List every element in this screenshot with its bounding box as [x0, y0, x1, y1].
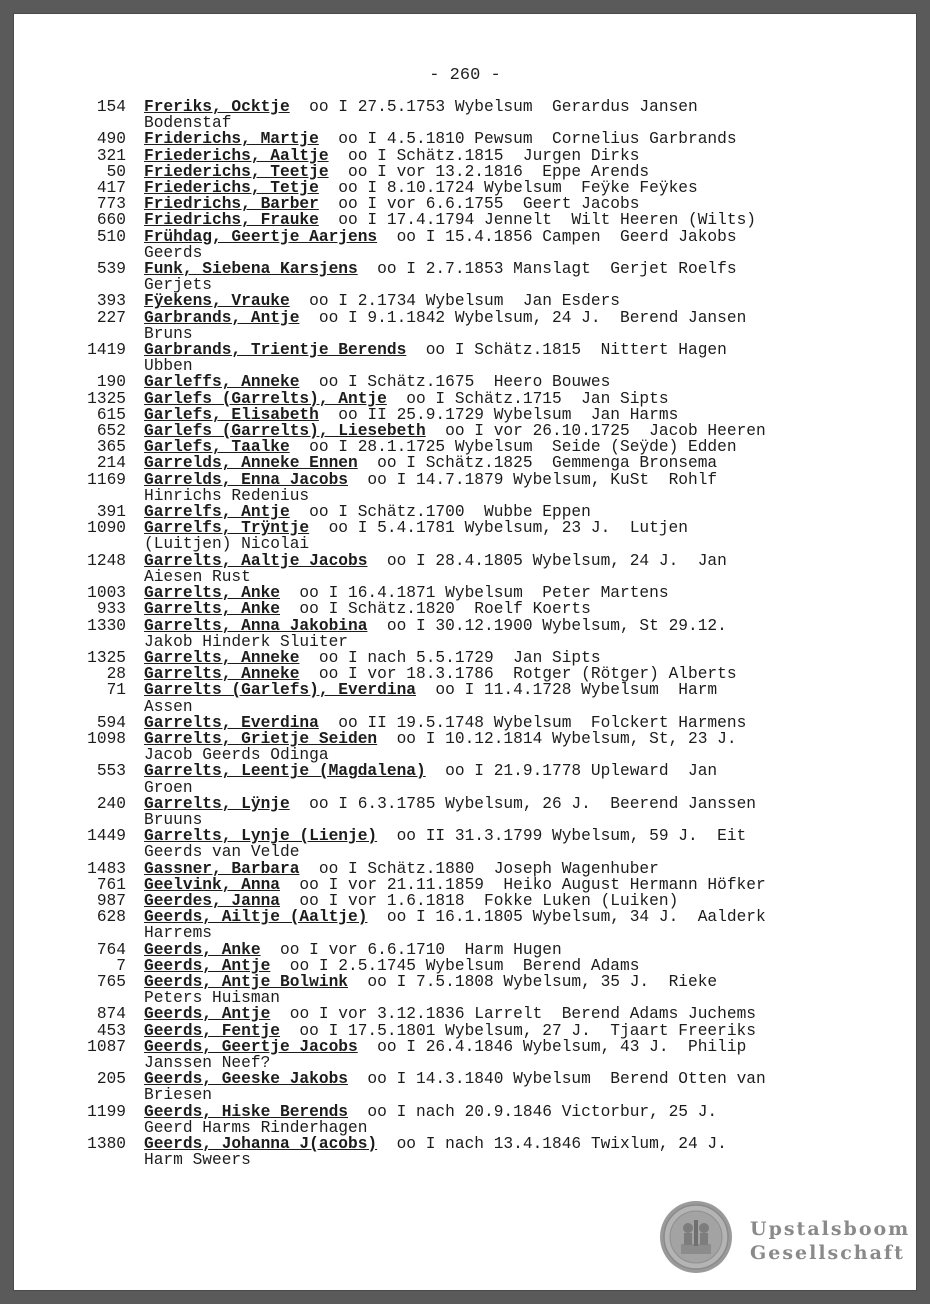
entry-text — [144, 131, 894, 147]
entry-row — [74, 618, 894, 650]
entry-row — [74, 310, 894, 342]
entry-name: Garbrands, Trientje Berends — [144, 341, 407, 360]
entry-text — [144, 553, 894, 585]
logo-text — [750, 1217, 910, 1265]
entry-name: Garrelts, Everdina — [144, 713, 319, 732]
entry-gap — [126, 1006, 144, 1022]
entry-gap — [126, 974, 144, 1006]
entry-name: Geerds, Geertje Jacobs — [144, 1037, 358, 1056]
entry-text — [144, 1136, 894, 1168]
entry-gap — [126, 180, 144, 196]
entry-text — [144, 942, 894, 958]
entry-name: Fÿekens, Vrauke — [144, 292, 290, 311]
entry-row — [74, 666, 894, 682]
entry-text — [144, 391, 894, 407]
entry-name: Friderichs, Martje — [144, 130, 319, 149]
entry-row — [74, 99, 894, 131]
entry-name: Friederichs, Teetje — [144, 162, 329, 181]
entry-name: Geerds, Hiske Berends — [144, 1102, 348, 1121]
entry-name: Garlefs, Taalke — [144, 438, 290, 457]
entry-name: Garlefs (Garrelts), Liesebeth — [144, 422, 426, 441]
entry-number: 214 — [96, 454, 126, 473]
entry-name: Garlefs, Elisabeth — [144, 405, 319, 424]
entry-row — [74, 423, 894, 439]
entry-row — [74, 796, 894, 828]
entry-number: 553 — [96, 762, 126, 781]
entry-number: 1483 — [87, 859, 126, 878]
entry-row — [74, 261, 894, 293]
entry-name: Garrelts, Anke — [144, 584, 280, 603]
entry-number: 615 — [96, 405, 126, 424]
entry-gap — [126, 942, 144, 958]
entry-row — [74, 455, 894, 471]
entry-number: 321 — [96, 146, 126, 165]
entry-row — [74, 715, 894, 731]
entry-gap — [126, 212, 144, 228]
entry-number: 765 — [96, 972, 126, 991]
entry-name: Geerds, Antje — [144, 1005, 271, 1024]
entry-details: oo I 7.5.1808 Wybelsum, 35 J. Rieke Peters Huisman — [144, 972, 718, 1008]
entry-gap — [126, 893, 144, 909]
entry-gap — [126, 131, 144, 147]
entry-details: oo I 26.4.1846 Wybelsum, 43 J. Philip Janssen Neef? — [144, 1037, 747, 1072]
entry-gap — [126, 1023, 144, 1039]
entry-gap — [126, 763, 144, 795]
entry-gap — [126, 1039, 144, 1071]
entry-details: oo I 2.5.1745 Wybelsum Berend Adams — [270, 956, 640, 975]
entry-gap — [126, 796, 144, 828]
entry-text — [144, 731, 894, 763]
entry-number: 660 — [96, 211, 126, 230]
entry-gap — [126, 504, 144, 520]
entry-details: oo I 6.3.1785 Wybelsum, 26 J. Beerend Janssen Bruuns — [144, 794, 756, 829]
entry-number: 240 — [96, 794, 126, 813]
entry-gap — [126, 261, 144, 293]
document-page — [14, 14, 916, 1290]
entry-row — [74, 553, 894, 585]
entry-row — [74, 212, 894, 228]
entry-text — [144, 974, 894, 1006]
entry-text — [144, 1006, 894, 1022]
entry-gap — [126, 520, 144, 552]
entry-text — [144, 455, 894, 471]
entry-name: Geerds, Fentje — [144, 1021, 280, 1040]
entry-details: oo I 9.1.1842 Wybelsum, 24 J. Berend Jansen Bruns — [144, 308, 747, 343]
entry-gap — [126, 310, 144, 342]
entry-row — [74, 472, 894, 504]
entry-details: oo I 28.1.1725 Wybelsum Seide (Seÿde) Edden — [289, 438, 737, 457]
entry-details: oo I vor 3.12.1836 Larrelt Berend Adams Juchems — [270, 1005, 757, 1024]
entry-number: 417 — [96, 179, 126, 198]
entry-details: oo I nach 13.4.1846 Twixlum, 24 J. Harm Sweers — [144, 1135, 727, 1170]
entry-number: 7 — [116, 956, 126, 975]
entry-name: Geerdes, Janna — [144, 891, 280, 910]
entry-gap — [126, 715, 144, 731]
entry-name: Garrelts, Anke — [144, 600, 280, 619]
entry-text — [144, 601, 894, 617]
entry-name: Garrelts, Lÿnje — [144, 794, 290, 813]
entry-number: 652 — [96, 422, 126, 441]
entry-gap — [126, 958, 144, 974]
entry-row — [74, 1071, 894, 1103]
entry-gap — [126, 601, 144, 617]
entry-name: Garrelts, Anneke — [144, 648, 300, 667]
entry-name: Friederichs, Aaltje — [144, 146, 329, 165]
entry-number: 227 — [96, 308, 126, 327]
entry-gap — [126, 391, 144, 407]
entry-text — [144, 1104, 894, 1136]
entry-row — [74, 909, 894, 941]
entry-details: oo I vor 1.6.1818 Fokke Luken (Luiken) — [280, 891, 679, 910]
entry-details: oo I nach 5.5.1729 Jan Sipts — [299, 648, 601, 667]
entry-number: 50 — [106, 162, 126, 181]
entry-name: Geerds, Antje Bolwink — [144, 972, 348, 991]
entry-number: 764 — [96, 940, 126, 959]
entry-name: Garrelds, Enna Jacobs — [144, 470, 348, 489]
entry-gap — [126, 1136, 144, 1168]
entry-row — [74, 893, 894, 909]
entry-number: 71 — [106, 681, 126, 700]
entry-text — [144, 682, 894, 714]
entry-text — [144, 666, 894, 682]
entry-row — [74, 180, 894, 196]
entry-number: 628 — [96, 908, 126, 927]
entry-row — [74, 131, 894, 147]
entry-gap — [126, 585, 144, 601]
entry-text — [144, 196, 894, 212]
entry-text — [144, 585, 894, 601]
entry-number: 1098 — [87, 729, 126, 748]
entry-number: 393 — [96, 292, 126, 311]
entry-row — [74, 1023, 894, 1039]
entry-row — [74, 958, 894, 974]
entry-details: oo I 5.4.1781 Wybelsum, 23 J. Lutjen (Luitjen) Nicolai — [144, 519, 688, 554]
entry-text — [144, 342, 894, 374]
entry-details: oo I vor 6.6.1755 Geert Jacobs — [318, 195, 640, 214]
entry-details: oo I 21.9.1778 Upleward Jan Groen — [144, 762, 718, 797]
entry-name: Garrelds, Anneke Ennen — [144, 454, 358, 473]
entry-text — [144, 520, 894, 552]
entry-row — [74, 974, 894, 1006]
entry-details: oo I 17.4.1794 Jennelt Wilt Heeren (Wilts) — [318, 211, 756, 230]
entry-text — [144, 374, 894, 390]
entry-name: Geerds, Johanna J(acobs) — [144, 1135, 378, 1153]
entry-number: 205 — [96, 1070, 126, 1089]
entry-details: oo II 31.3.1799 Wybelsum, 59 J. Eit Geerds van Velde — [144, 827, 747, 862]
entry-gap — [126, 682, 144, 714]
entry-row — [74, 1039, 894, 1071]
entry-details: oo I Schätz.1715 Jan Sipts — [386, 389, 669, 408]
entry-row — [74, 229, 894, 261]
entry-details: oo I 10.12.1814 Wybelsum, St, 23 J. Jacob Geerds Odinga — [144, 729, 737, 765]
entry-text — [144, 180, 894, 196]
entry-text — [144, 293, 894, 309]
entry-number: 1449 — [87, 827, 126, 846]
entry-details: oo I Schätz.1825 Gemmenga Bronsema — [357, 454, 718, 473]
entry-text — [144, 893, 894, 909]
entry-text — [144, 229, 894, 261]
entry-details: oo I Schätz.1880 Joseph Wagenhuber — [299, 859, 659, 878]
entry-row — [74, 763, 894, 795]
entry-name: Garrelfs, Antje — [144, 503, 290, 522]
entry-row — [74, 164, 894, 180]
entry-details: oo I vor 21.11.1859 Heiko August Hermann Höfker — [280, 875, 766, 894]
entry-text — [144, 796, 894, 828]
entry-gap — [126, 164, 144, 180]
entry-row — [74, 342, 894, 374]
entry-number: 1169 — [87, 470, 126, 489]
entry-row — [74, 731, 894, 763]
entry-details: oo I 15.4.1856 Campen Geerd Jakobs Geerds — [144, 227, 737, 262]
entry-gap — [126, 342, 144, 374]
entry-number: 1325 — [87, 648, 126, 667]
entry-number: 490 — [96, 130, 126, 149]
entry-name: Garleffs, Anneke — [144, 373, 300, 392]
entry-text — [144, 715, 894, 731]
entry-details: oo I 11.4.1728 Wybelsum Harm Assen — [144, 681, 718, 716]
entry-gap — [126, 731, 144, 763]
entry-text — [144, 99, 894, 131]
entry-name: Geelvink, Anna — [144, 875, 280, 894]
entry-text — [144, 164, 894, 180]
entry-name: Garlefs (Garrelts), Antje — [144, 389, 387, 408]
page-number: - 260 - — [429, 66, 501, 85]
entry-name: Geerds, Ailtje (Aaltje) — [144, 908, 368, 927]
entry-gap — [126, 472, 144, 504]
entry-row — [74, 650, 894, 666]
entry-text — [144, 1023, 894, 1039]
entry-name: Garrelts, Leentje (Magdalena) — [144, 762, 426, 781]
entry-number: 539 — [96, 260, 126, 279]
entry-name: Friedrichs, Barber — [144, 195, 319, 214]
entry-number: 1090 — [87, 519, 126, 538]
entry-row — [74, 439, 894, 455]
entry-gap — [126, 99, 144, 131]
entry-row — [74, 942, 894, 958]
entry-text — [144, 472, 894, 504]
entry-row — [74, 682, 894, 714]
entry-number: 391 — [96, 503, 126, 522]
entry-text — [144, 618, 894, 650]
entry-text — [144, 148, 894, 164]
entry-details: oo I 16.4.1871 Wybelsum Peter Martens — [280, 584, 669, 603]
entry-text — [144, 877, 894, 893]
entry-name: Frühdag, Geertje Aarjens — [144, 227, 378, 246]
entry-row — [74, 520, 894, 552]
entry-name: Garrelts, Lynje (Lienje) — [144, 827, 378, 846]
entry-gap — [126, 618, 144, 650]
entry-details: oo I 14.3.1840 Wybelsum Berend Otten van Briesen — [144, 1070, 766, 1105]
entry-number: 594 — [96, 713, 126, 732]
entry-number: 1419 — [87, 341, 126, 360]
entry-gap — [126, 553, 144, 585]
entry-details: oo II 25.9.1729 Wybelsum Jan Harms — [318, 405, 679, 424]
entry-name: Geerds, Anke — [144, 940, 261, 959]
entry-row — [74, 601, 894, 617]
entry-text — [144, 861, 894, 877]
entry-number: 154 — [96, 98, 126, 116]
entry-name: Garrelts, Anneke — [144, 665, 300, 684]
entry-details: oo I Schätz.1815 Jurgen Dirks — [328, 146, 640, 165]
entry-name: Garbrands, Antje — [144, 308, 300, 327]
entry-gap — [126, 423, 144, 439]
entry-number: 510 — [96, 227, 126, 246]
entry-gap — [126, 666, 144, 682]
entry-gap — [126, 439, 144, 455]
entry-number: 1330 — [87, 616, 126, 635]
entry-details: oo I Schätz.1675 Heero Bouwes — [299, 373, 611, 392]
entry-details: oo I 4.5.1810 Pewsum Cornelius Garbrands — [318, 130, 737, 149]
entry-text — [144, 423, 894, 439]
entry-gap — [126, 407, 144, 423]
entry-details: oo I Schätz.1700 Wubbe Eppen — [289, 503, 591, 522]
entry-number: 761 — [96, 875, 126, 894]
entry-text — [144, 958, 894, 974]
entry-name: Garrelts, Aaltje Jacobs — [144, 551, 368, 570]
entry-name: Funk, Siebena Karsjens — [144, 260, 358, 279]
entry-text — [144, 763, 894, 795]
entry-number: 365 — [96, 438, 126, 457]
entry-number: 933 — [96, 600, 126, 619]
entry-details: oo I vor 6.6.1710 Harm Hugen — [260, 940, 562, 959]
entry-details: oo I vor 18.3.1786 Rotger (Rötger) Alberts — [299, 665, 737, 684]
entry-details: oo I 14.7.1879 Wybelsum, KuSt Rohlf Hinrichs Redenius — [144, 470, 718, 505]
entry-row — [74, 877, 894, 893]
entry-text — [144, 909, 894, 941]
entry-number: 874 — [96, 1005, 126, 1024]
entry-name: Freriks, Ocktje — [144, 98, 290, 116]
logo-line-1: Upstalsboom — [750, 1218, 911, 1240]
entry-details: oo I Schätz.1820 Roelf Koerts — [280, 600, 591, 619]
entry-gap — [126, 293, 144, 309]
entry-text — [144, 212, 894, 228]
entry-details: oo I 2.1734 Wybelsum Jan Esders — [289, 292, 620, 311]
entry-details: oo II 19.5.1748 Wybelsum Folckert Harmens — [318, 713, 747, 732]
entry-gap — [126, 455, 144, 471]
entry-list — [74, 99, 894, 1168]
entry-gap — [126, 374, 144, 390]
entry-details: oo I vor 26.10.1725 Jacob Heeren — [425, 422, 766, 441]
entry-text — [144, 407, 894, 423]
entry-row — [74, 391, 894, 407]
entry-row — [74, 585, 894, 601]
entry-number: 453 — [96, 1021, 126, 1040]
entry-name: Geerds, Antje — [144, 956, 271, 975]
entry-text — [144, 504, 894, 520]
entry-gap — [126, 196, 144, 212]
entry-number: 1087 — [87, 1037, 126, 1056]
entry-gap — [126, 1104, 144, 1136]
entry-number: 1199 — [87, 1102, 126, 1121]
entry-name: Friederichs, Tetje — [144, 179, 319, 198]
entry-number: 28 — [106, 665, 126, 684]
entry-number: 1325 — [87, 389, 126, 408]
entry-name: Garrelfs, Trÿntje — [144, 519, 310, 538]
entry-details: oo I nach 20.9.1846 Victorbur, 25 J. Geerd Harms Rinderhagen — [144, 1102, 718, 1137]
entry-row — [74, 504, 894, 520]
entry-row — [74, 861, 894, 877]
entry-text — [144, 439, 894, 455]
entry-details: oo I 2.7.1853 Manslagt Gerjet Roelfs Gerjets — [144, 260, 737, 295]
entry-number: 1003 — [87, 584, 126, 603]
entry-gap — [126, 1071, 144, 1103]
entry-number: 987 — [96, 891, 126, 910]
entry-gap — [126, 909, 144, 941]
entry-details: oo I 27.5.1753 Wybelsum Gerardus Jansen Bodenstaf — [144, 98, 698, 133]
entry-number: 773 — [96, 195, 126, 214]
entry-gap — [126, 877, 144, 893]
entry-gap — [126, 828, 144, 860]
entry-number: 1380 — [87, 1135, 126, 1153]
entry-details: oo I 16.1.1805 Wybelsum, 34 J. Aalderk Harrems — [144, 908, 766, 943]
entry-text — [144, 1071, 894, 1103]
entry-name: Gassner, Barbara — [144, 859, 300, 878]
entry-details: oo I 8.10.1724 Wybelsum Feÿke Feÿkes — [318, 179, 698, 198]
entry-row — [74, 407, 894, 423]
entry-row — [74, 374, 894, 390]
entry-row — [74, 148, 894, 164]
entry-name: Friedrichs, Frauke — [144, 211, 319, 230]
entry-details: oo I 30.12.1900 Wybelsum, St 29.12. Jakob Hinderk Sluiter — [144, 616, 727, 651]
entry-details: oo I Schätz.1815 Nittert Hagen Ubben — [144, 341, 727, 376]
entry-gap — [126, 148, 144, 164]
entry-name: Garrelts, Grietje Seiden — [144, 729, 378, 748]
entry-text — [144, 650, 894, 666]
entry-text — [144, 310, 894, 342]
entry-row — [74, 293, 894, 309]
entry-gap — [126, 229, 144, 261]
entry-gap — [126, 650, 144, 666]
entry-gap — [126, 861, 144, 877]
entry-number: 1248 — [87, 551, 126, 570]
entry-number: 190 — [96, 373, 126, 392]
seal-icon — [659, 1200, 733, 1274]
entry-row — [74, 1006, 894, 1022]
entry-name: Garrelts, Anna Jakobina — [144, 616, 368, 635]
entry-text — [144, 828, 894, 860]
entry-name: Geerds, Geeske Jakobs — [144, 1070, 348, 1089]
entry-row — [74, 828, 894, 860]
entry-text — [144, 1039, 894, 1071]
entry-details: oo I 28.4.1805 Wybelsum, 24 J. Jan Aiesen Rust — [144, 551, 727, 586]
entry-details: oo I vor 13.2.1816 Eppe Arends — [328, 162, 650, 181]
entry-details: oo I 17.5.1801 Wybelsum, 27 J. Tjaart Freeriks — [280, 1021, 756, 1040]
entry-row — [74, 1104, 894, 1136]
logo-line-2: Gesellschaft — [750, 1242, 905, 1264]
entry-name: Garrelts (Garlefs), Everdina — [144, 681, 416, 700]
entry-row — [74, 196, 894, 212]
entry-text — [144, 261, 894, 293]
entry-row — [74, 1136, 894, 1168]
